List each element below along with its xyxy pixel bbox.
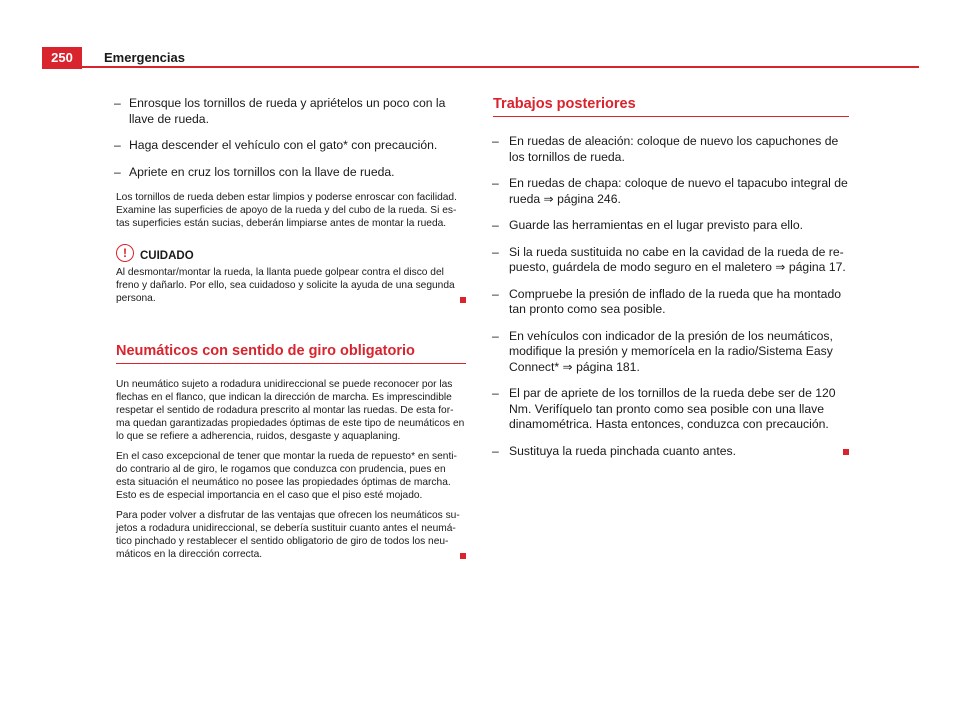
step-text: El par de apriete de los tornillos de la rueda debe ser de 120 Nm. Verifíquelo tan pronto como sea posible con una llave dinamométrica. Hasta entonces, conduzca con precaución.	[509, 386, 836, 431]
page-number: 250	[42, 47, 82, 69]
step-text: En ruedas de aleación: coloque de nuevo los capuchones de los tornillos de rueda.	[509, 134, 839, 164]
caution-label: CUIDADO	[140, 250, 194, 262]
dash-bullet: –	[114, 164, 121, 179]
step-item	[493, 245, 849, 276]
dash-bullet: –	[114, 96, 121, 110]
step-text: En vehículos con indicador de la presión de los neumáticos, modifique la presión y memorícela en la radio/Sistema Easy Connect* ⇒ página 181.	[509, 328, 833, 374]
step-text: Sustituya la rueda pinchada cuanto antes.	[509, 443, 736, 458]
step-text: Si la rueda sustituida no cabe en la cavidad de la rueda de re-puesto, guárdela de modo seguro en el maletero ⇒ página 17.	[509, 244, 846, 274]
section-title-tyres: Neumáticos con sentido de giro obligatorio	[116, 343, 466, 364]
step-text: En ruedas de chapa: coloque de nuevo el tapacubo integral de rueda ⇒ página 246.	[509, 176, 848, 206]
dash-bullet: –	[492, 218, 499, 232]
dash-bullet: –	[492, 134, 499, 148]
step-text: Guarde las herramientas en el lugar previsto para ello.	[509, 218, 804, 232]
body-paragraph: En el caso excepcional de tener que montar la rueda de repuesto* en senti-do contrario al de giro, le rogamos que conduzca con prudencia, pues en esta situación el neumático no posee las propiedades óptimas de marcha. Esto es de especial importancia en el caso que el piso esté mojado.	[116, 451, 457, 501]
step-item	[493, 444, 849, 460]
note-paragraph: Los tornillos de rueda deben estar limpios y poderse enroscar con facilidad. Examine las superficies de apoyo de la rueda y del cubo de la rueda. Si es-tas superficies están sucias, deberán limpiarse antes de montar la rueda.	[116, 192, 457, 229]
chapter-title: Emergencias	[104, 50, 185, 65]
step-item	[493, 287, 849, 318]
step-item	[493, 329, 849, 376]
caution-text: Al desmontar/montar la rueda, la llanta puede golpear contra el disco del freno y dañarlo. Por ello, sea cuidadoso y solicite la ayuda de una segunda persona.	[116, 267, 455, 304]
step-item	[493, 386, 849, 433]
section-title-followup: Trabajos posteriores	[493, 96, 849, 117]
step-item	[493, 176, 849, 207]
step-item	[493, 218, 849, 234]
step-item	[116, 165, 466, 181]
left-column	[116, 96, 466, 559]
dash-bullet: –	[492, 328, 499, 343]
dash-bullet: –	[114, 138, 121, 152]
dash-bullet: –	[492, 176, 499, 190]
dash-bullet: –	[492, 244, 499, 259]
step-text: Compruebe la presión de inflado de la rueda que ha montado tan pronto como sea posible.	[509, 286, 842, 316]
step-text: Enrosque los tornillos de rueda y apriételos un poco con la llave de rueda.	[129, 96, 446, 126]
dash-bullet: –	[492, 386, 499, 400]
step-item	[493, 134, 849, 165]
warning-icon: !	[116, 244, 134, 262]
end-marker-icon	[460, 553, 466, 559]
end-marker-icon	[460, 297, 466, 303]
step-text: Apriete en cruz los tornillos con la llave de rueda.	[129, 164, 395, 179]
step-item	[116, 96, 466, 127]
body-paragraph: Un neumático sujeto a rodadura unidireccional se puede reconocer por las flechas en el flanco, que indican la dirección de marcha. Es imprescindible respetar el sentido de rodadura prescrito al montar las ruedas. De esta for-ma quedan garantizadas propiedades óptimas de este tipo de neumáticos en lo que se refiere a adherencia, ruidos, desgaste y aquaplaning.	[116, 379, 465, 442]
dash-bullet: –	[492, 443, 499, 458]
step-text: Haga descender el vehículo con el gato* con precaución.	[129, 138, 438, 152]
dash-bullet: –	[492, 286, 499, 301]
right-column	[492, 96, 849, 458]
step-item	[116, 138, 466, 154]
body-paragraph: Para poder volver a disfrutar de las ventajas que ofrecen los neumáticos su-jetos a rodadura unidireccional, se debería sustituir cuanto antes el neumá-tico pinchado y restablecer el sentido obligatorio de giro de todos los neu-máticos en la dirección correcta.	[116, 510, 460, 560]
caution-header	[116, 244, 466, 266]
header-rule	[42, 66, 919, 68]
